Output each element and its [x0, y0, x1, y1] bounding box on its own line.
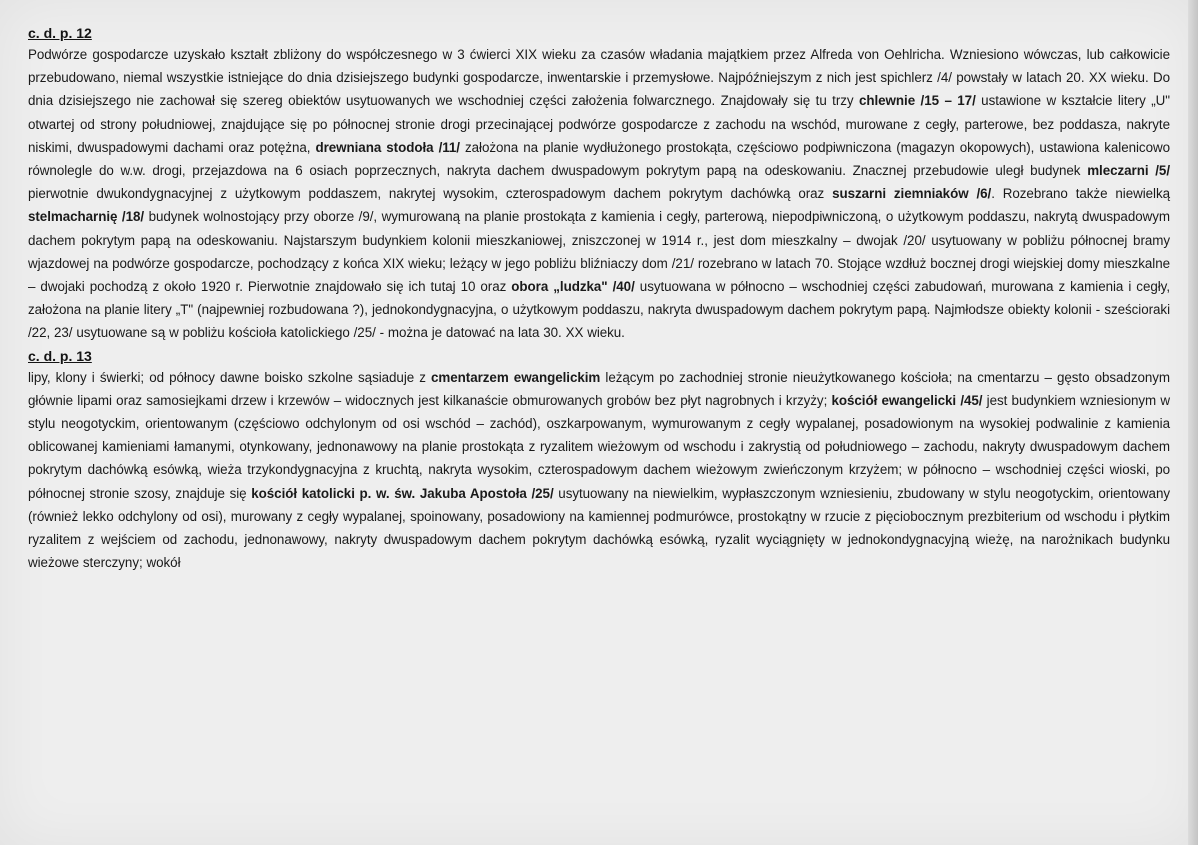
document-body	[28, 23, 1170, 574]
text-run: leżącym po zachodniej stronie nieużytkowanego kościoła; na cmentarzu – gęsto obsadzonym głównie lipami oraz samosiejkami drzew i krzewów – widocznych jest kilkanaście obmurowanych grobów bez płyt nagrobnych i krzyży;	[28, 369, 1171, 408]
text-run: pierwotnie dwukondygnacyjnej z użytkowym poddaszem, nakrytej wysokim, czterospadowym dachem pokrytym dachówką oraz	[28, 186, 833, 202]
text-run: ustawione w kształcie litery „U" otwartej od strony południowej, znajdujące się po północnej stronie drogi przecinającej podwórze gospodarcze z zachodu na wschód, murowane z cegły, parterowe, bez poddasza, nakryte niskimi, dwuspadowymi dachami oraz potężna,	[28, 93, 1170, 155]
text-run: budynek wolnostojący przy oborze /9/, wymurowaną na planie prostokąta z kamienia i cegły, parterową, niepodpiwniczoną, o użytkowym poddaszu, nakrytą dwuspadowym dachem pokrytym papą na odeskowaniu. Najstarszym budynkiem kolonii mieszkaniowej, zniszczonej w 1914 r., jest dom mieszkalny – dwojak /20/ usytuowany w pobliżu północnej bramy wjazdowej na podwórze gospodarcze, pochodzący z końca XIX wieku; leżący w jego pobliżu bliźniaczy dom /21/ rozebrano w latach 70. Stojące wzdłuż bocznej drogi wiejskiej domy mieszkalne – dwojaki pochodzą z około 1920 r. Pierwotnie znajdowało się ich tutaj 10 oraz	[28, 209, 1170, 295]
bold-term: cmentarzem ewangelickim	[431, 369, 601, 385]
text-run: usytuowany na niewielkim, wypłaszczonym wzniesieniu, zbudowany w stylu neogotyckim, orientowany (również lekko odchylony od osi), murowany z cegły wypalanej, spoinowany, posadowiony na kamiennej podmurówce, prostokątny w rzucie z pięciobocznym prezbiterium od wschodu i płytkim ryzalitem z wejściem od zachodu, jednonawowy, nakryty dwuspadowym dachem pokrytym dachówką esówką, ryzalit wyciągnięty w jednokondygnacyjną wieżę, na narożnikach budynku wieżowe sterczyny; wokół	[28, 485, 1170, 571]
bold-term: chlewnie /15 – 17/	[858, 93, 976, 109]
section-paragraph	[28, 366, 1170, 575]
text-run: założona na planie wydłużonego prostokąta, częściowo podpiwniczona (magazyn okopowych), ustawiona kalenicowo równolegle do w.w. drogi, przejazdowa na 6 osiach poprzecznych, nakryta dachem dwuspadowym pokrytym papą na odeskowaniu. Znacznej przebudowie uległ budynek	[28, 139, 1170, 179]
bold-term: drewniana stodoła /11/	[315, 139, 460, 155]
bold-term: mleczarni /5/	[1087, 163, 1170, 179]
bold-term: kościół katolicki p. w. św. Jakuba Apostoła /25/	[251, 485, 554, 501]
section-paragraph	[28, 43, 1170, 345]
section-cdp12	[28, 23, 1170, 345]
bold-term: kościół ewangelicki /45/	[831, 392, 983, 408]
section-heading: c. d. p. 13	[28, 347, 92, 364]
text-run: . Rozebrano także niewielką	[991, 186, 1170, 202]
section-cdp13	[28, 346, 1170, 575]
scan-edge	[1188, 0, 1198, 845]
text-run: Podwórze gospodarcze uzyskało kształt zbliżony do współczesnego w 3 ćwierci XIX wieku za czasów władania majątkiem przez Alfreda von Oehlricha. Wzniesiono wówczas, lub całkowicie przebudowano, niemal wszystkie istniejące do dnia dzisiejszego budynki gospodarcze, inwentarskie i przemysłowe. Najpóźniejszym z nich jest spichlerz /4/ powstały w latach 20. XX wieku. Do dnia dzisiejszego nie zachował się szereg obiektów usytuowanych we wschodniej części założenia folwarcznego. Znajdowały się tu trzy	[28, 47, 1170, 109]
bold-term: suszarni ziemniaków /6/	[832, 186, 992, 202]
bold-term: stelmacharnię /18/	[28, 209, 145, 225]
text-run: lipy, klony i świerki; od północy dawne boisko szkolne sąsiaduje z	[28, 369, 432, 385]
section-heading: c. d. p. 12	[28, 25, 92, 41]
text-run: jest budynkiem wzniesionym w stylu neogotyckim, orientowanym (częściowo odchylonym od osi wschód – zachód), oszkarpowanym, wymurowanym z cegły wypalanej, posadowionym na wysokiej podwalinie z kamienia oblicowanej kamieniami łamanymi, otynkowany, jednonawowy na planie prostokąta z ryzalitem wieżowym od wschodu i zakrystią od południowego – zachodu, nakryty dwuspadowym dachem pokrytym dachówką esówką, wieża trzykondygnacyjna z kruchtą, nakryta wysokim, czterospadowym dachem wieżowym zwieńczonym krzyżem; w północno – wschodniej części wioski, po północnej stronie szosy, znajduje się	[28, 392, 1171, 501]
bold-term: obora „ludzka" /40/	[511, 279, 635, 295]
text-run: usytuowana w północno – wschodniej części zabudowań, murowana z kamienia i cegły, założona na planie litery „T" (najpewniej rozbudowana ?), jednokondygnacyjna, o użytkowym poddaszu, nakryta dwuspadowym dachem pokrytym papą. Najmłodsze obiekty kolonii - sześcioraki /22, 23/ usytuowane są w pobliżu kościoła katolickiego /25/ - można je datować na lata 30. XX wieku.	[28, 279, 1170, 341]
